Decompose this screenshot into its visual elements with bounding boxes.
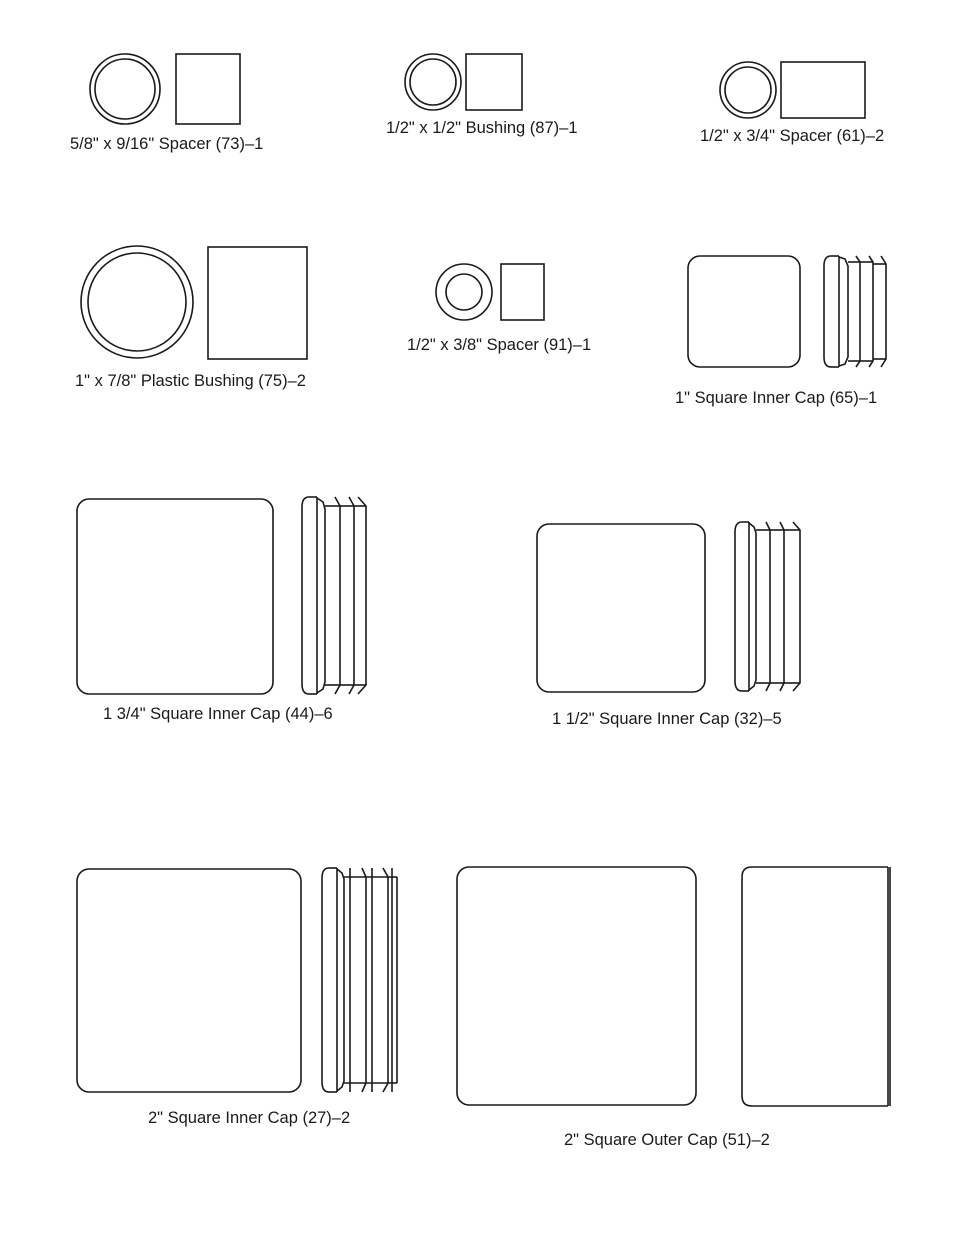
square-inner-cap-44-drawing <box>77 497 366 694</box>
bushing-87-drawing <box>405 54 522 110</box>
spacer-73-drawing <box>90 54 240 124</box>
part-label-plastic-bushing-75: 1" x 7/8" Plastic Bushing (75)–2 <box>75 372 306 390</box>
part-label-spacer-73: 5/8" x 9/16" Spacer (73)–1 <box>70 135 264 153</box>
part-label-square-inner-cap-27: 2" Square Inner Cap (27)–2 <box>148 1109 351 1127</box>
plastic-bushing-75-drawing <box>81 246 307 359</box>
part-label-square-inner-cap-65: 1" Square Inner Cap (65)–1 <box>675 389 878 407</box>
square-outer-cap-51-drawing <box>457 867 890 1106</box>
part-label-spacer-91: 1/2" x 3/8" Spacer (91)–1 <box>407 336 592 354</box>
part-label-bushing-87: 1/2" x 1/2" Bushing (87)–1 <box>386 119 578 137</box>
spacer-61-drawing <box>720 62 865 118</box>
square-inner-cap-27-drawing <box>77 868 397 1092</box>
square-inner-cap-65-drawing <box>688 256 886 367</box>
part-label-square-inner-cap-44: 1 3/4" Square Inner Cap (44)–6 <box>103 705 333 723</box>
part-label-square-inner-cap-32: 1 1/2" Square Inner Cap (32)–5 <box>552 710 782 728</box>
spacer-91-drawing <box>436 264 544 320</box>
part-label-spacer-61: 1/2" x 3/4" Spacer (61)–2 <box>700 127 885 145</box>
square-inner-cap-32-drawing <box>537 522 800 692</box>
part-label-square-outer-cap-51: 2" Square Outer Cap (51)–2 <box>564 1131 770 1149</box>
